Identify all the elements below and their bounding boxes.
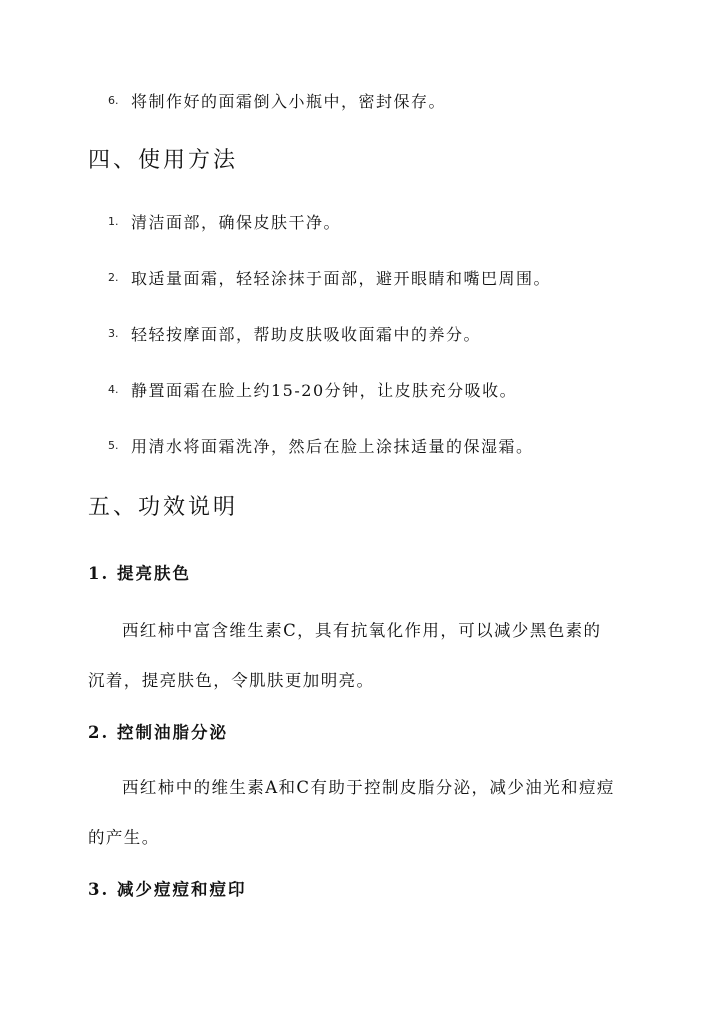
list-item-usage-4 — [108, 376, 517, 402]
list-number: 2. — [108, 270, 119, 284]
list-item-usage-5 — [108, 432, 534, 458]
list-item-step-6 — [108, 87, 446, 113]
list-text: 将制作好的面霜倒入小瓶中，密封保存。 — [131, 91, 447, 111]
list-text: 静置面霜在脸上约15-20分钟，让皮肤充分吸收。 — [131, 380, 518, 400]
list-text: 轻轻按摩面部，帮助皮肤吸收面霜中的养分。 — [131, 324, 482, 344]
subheading-acne: 3. 减少痘痘和痘印 — [88, 880, 247, 899]
list-text: 取适量面霜，轻轻涂抹于面部，避开眼睛和嘴巴周围。 — [131, 268, 552, 288]
paragraph-oil-control — [88, 763, 636, 863]
list-number: 3. — [108, 326, 119, 340]
list-number: 4. — [108, 382, 119, 396]
list-number: 6. — [108, 93, 119, 107]
paragraph-brighten — [88, 606, 636, 706]
section-heading-effects: 五、功效说明 — [88, 495, 239, 520]
section-heading-usage: 四、使用方法 — [88, 148, 239, 173]
list-item-usage-1 — [108, 208, 341, 234]
list-item-usage-2 — [108, 264, 551, 290]
list-item-usage-3 — [108, 320, 481, 346]
paragraph-line: 沉着，提亮肤色，令肌肤更加明亮。 — [88, 671, 375, 690]
paragraph-line: 西红柿中的维生素A和C有助于控制皮脂分泌，减少油光和痘痘 — [122, 778, 615, 797]
subheading-oil-control: 2. 控制油脂分泌 — [88, 723, 228, 742]
list-text: 清洁面部，确保皮肤干净。 — [131, 212, 342, 232]
paragraph-line: 西红柿中富含维生素C，具有抗氧化作用，可以减少黑色素的 — [122, 621, 602, 640]
list-number: 5. — [108, 438, 119, 452]
list-number: 1. — [108, 214, 119, 228]
subheading-brighten: 1. 提亮肤色 — [88, 564, 191, 583]
paragraph-line: 的产生。 — [88, 828, 160, 847]
list-text: 用清水将面霜洗净，然后在脸上涂抹适量的保湿霜。 — [131, 436, 534, 456]
